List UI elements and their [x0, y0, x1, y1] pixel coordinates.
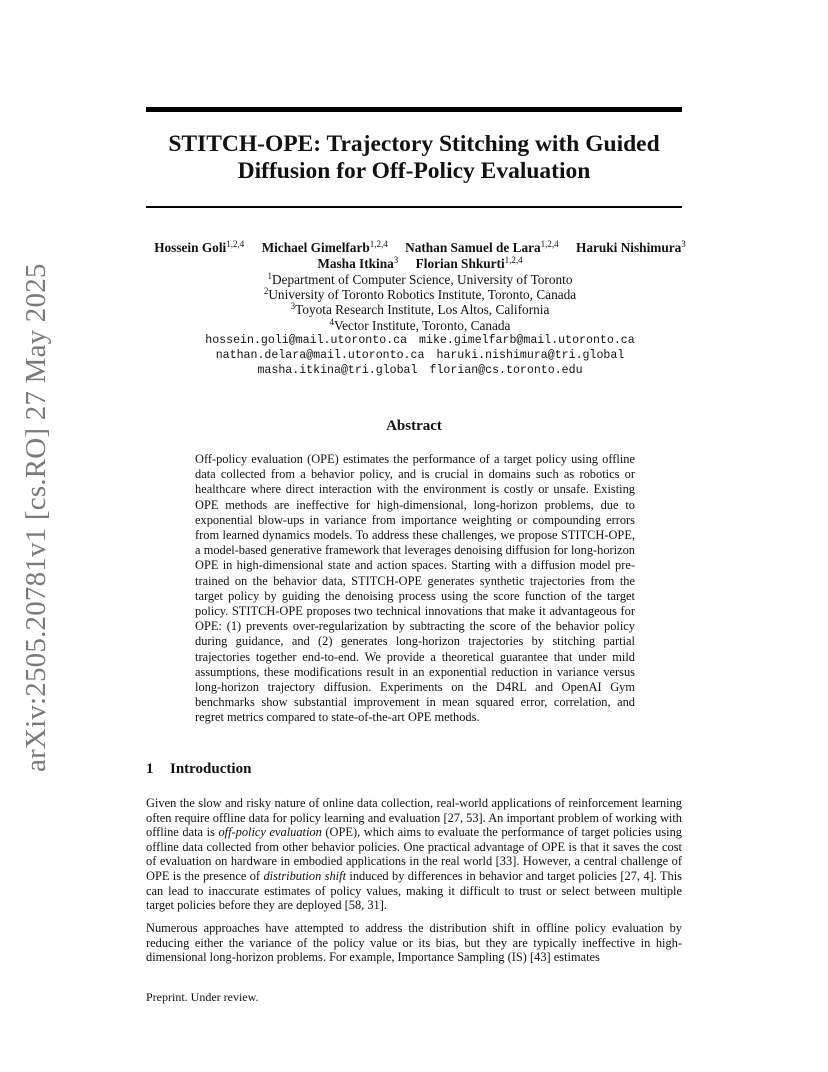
intro-text: induced by differences in behavior and target policies [27, 4]. This can lead to inaccurate estimates of policy values, making it difficult to trust or select between multiple target policies before they are deployed [58, 31]. — [146, 868, 682, 913]
author-block — [120, 240, 720, 378]
author-name: Florian Shkurti — [415, 256, 505, 271]
author-affiliation-marks: 1,2,4 — [226, 239, 245, 249]
section-heading-introduction — [146, 761, 251, 778]
email-line-1 — [120, 333, 720, 348]
abstract-heading: Abstract — [386, 418, 442, 434]
affiliation-text: Department of Computer Science, University of Toronto — [271, 272, 573, 287]
title-top-rule — [146, 107, 682, 112]
affiliation-line — [120, 318, 720, 333]
arxiv-identifier-stamp: arXiv:2505.20781v1 [cs.RO] 27 May 2025 — [20, 263, 52, 772]
author-affiliation-marks: 1,2,4 — [369, 239, 388, 249]
email-line-2 — [120, 348, 720, 363]
author-affiliation-marks: 3 — [681, 239, 686, 249]
author-name: Nathan Samuel de Lara — [405, 240, 541, 255]
email-address[interactable]: mike.gimelfarb@mail.utoronto.ca — [419, 333, 635, 347]
affiliation-mark: 2 — [263, 286, 269, 297]
intro-paragraph-1 — [146, 796, 682, 913]
email-address[interactable]: masha.itkina@tri.global — [257, 364, 418, 378]
email-line-3 — [120, 363, 720, 378]
section-number: 1 — [146, 761, 154, 777]
intro-paragraph-2: Numerous approaches have attempted to address the distribution shift in offline policy evaluation by reducing either the variance of the policy value or its bias, but they are typically ineffective in high-dimensional long-horizon problems. For example, Importance Sampling (IS) [43] estimates — [146, 921, 682, 965]
title-line-2: Diffusion for Off-Policy Evaluation — [237, 158, 591, 184]
author-affiliation-marks: 1,2,4 — [504, 255, 523, 265]
email-address[interactable]: haruki.nishimura@tri.global — [436, 349, 625, 363]
author-name: Hossein Goli — [154, 240, 227, 255]
affiliation-line — [120, 302, 720, 317]
author-name: Michael Gimelfarb — [261, 240, 370, 255]
email-address[interactable]: florian@cs.toronto.edu — [429, 364, 583, 378]
intro-text: Given the slow and risky nature of online data collection, real-world applications of reinforcement learning often require offline data for policy learning and evaluation [27, 53]. An important problem of working with offline data is — [146, 796, 682, 840]
emphasis-distribution-shift: distribution shift — [263, 868, 347, 883]
affiliation-line — [120, 272, 720, 287]
author-name: Masha Itkina — [317, 256, 394, 271]
email-address[interactable]: hossein.goli@mail.utoronto.ca — [205, 333, 408, 347]
affiliation-text: University of Toronto Robotics Institute, Toronto, Canada — [268, 287, 577, 303]
author-line-2 — [120, 256, 720, 272]
author-affiliation-marks: 1,2,4 — [540, 239, 559, 249]
email-address[interactable]: nathan.delara@mail.utoronto.ca — [215, 349, 425, 363]
affiliation-mark: 4 — [329, 316, 335, 327]
title-line-1: STITCH-OPE: Trajectory Stitching with Guided — [168, 131, 660, 157]
affiliation-text: Vector Institute, Toronto, Canada — [334, 317, 511, 333]
title-bottom-rule — [146, 206, 682, 208]
author-line-1 — [120, 240, 720, 256]
abstract-text: Off-policy evaluation (OPE) estimates the performance of a target policy using offline data collected from a behavior policy, and is crucial in domains such as robotics or healthcare where direct interaction with the environment is costly or unsafe. Existing OPE methods are ineffective for high-dimensional, long-horizon problems, due to exponential blow-ups in variance from importance weighting or compounding errors from learned dynamics models. To address these challenges, we propose STITCH-OPE, a model-based generative framework that leverages denoising diffusion for long-horizon OPE in high-dimensional state and action spaces. Starting with a diffusion model pre-trained on the behavior data, STITCH-OPE generates synthetic trajectories from the target policy by guiding the denoising process using the score function of the target policy. STITCH-OPE proposes two technical innovations that make it advantageous for OPE: (1) prevents over-regularization by subtracting the score of the behavior policy during guidance, and (2) generates long-horizon trajectories by stitching partial trajectories together end-to-end. We provide a theoretical guarantee that under mild assumptions, these modifications result in an exponential reduction in variance versus long-horizon trajectory diffusion. Experiments on the D4RL and OpenAI Gym benchmarks show substantial improvement in mean squared error, correlation, and regret metrics compared to state-of-the-art OPE methods. — [195, 452, 635, 725]
affiliation-line — [120, 287, 720, 302]
section-title: Introduction — [170, 761, 252, 777]
footer-note: Preprint. Under review. — [146, 990, 259, 1004]
emphasis-off-policy-evaluation: off-policy evaluation — [218, 825, 322, 840]
affiliation-mark: 3 — [290, 301, 296, 312]
affiliation-mark: 1 — [267, 271, 272, 281]
author-affiliation-marks: 3 — [393, 255, 399, 265]
paper-title — [146, 131, 682, 185]
intro-text: (OPE), which aims to evaluate the performance of target policies using offline data collected from other behavior policies. One practical advantage of OPE is that it saves the cost of evaluation on hardware in embodied applications in the real world [33]. However, a central challenge of OPE is the presence of — [146, 825, 683, 883]
affiliation-text: Toyota Research Institute, Los Altos, California — [295, 302, 550, 318]
author-name: Haruki Nishimura — [576, 240, 682, 255]
